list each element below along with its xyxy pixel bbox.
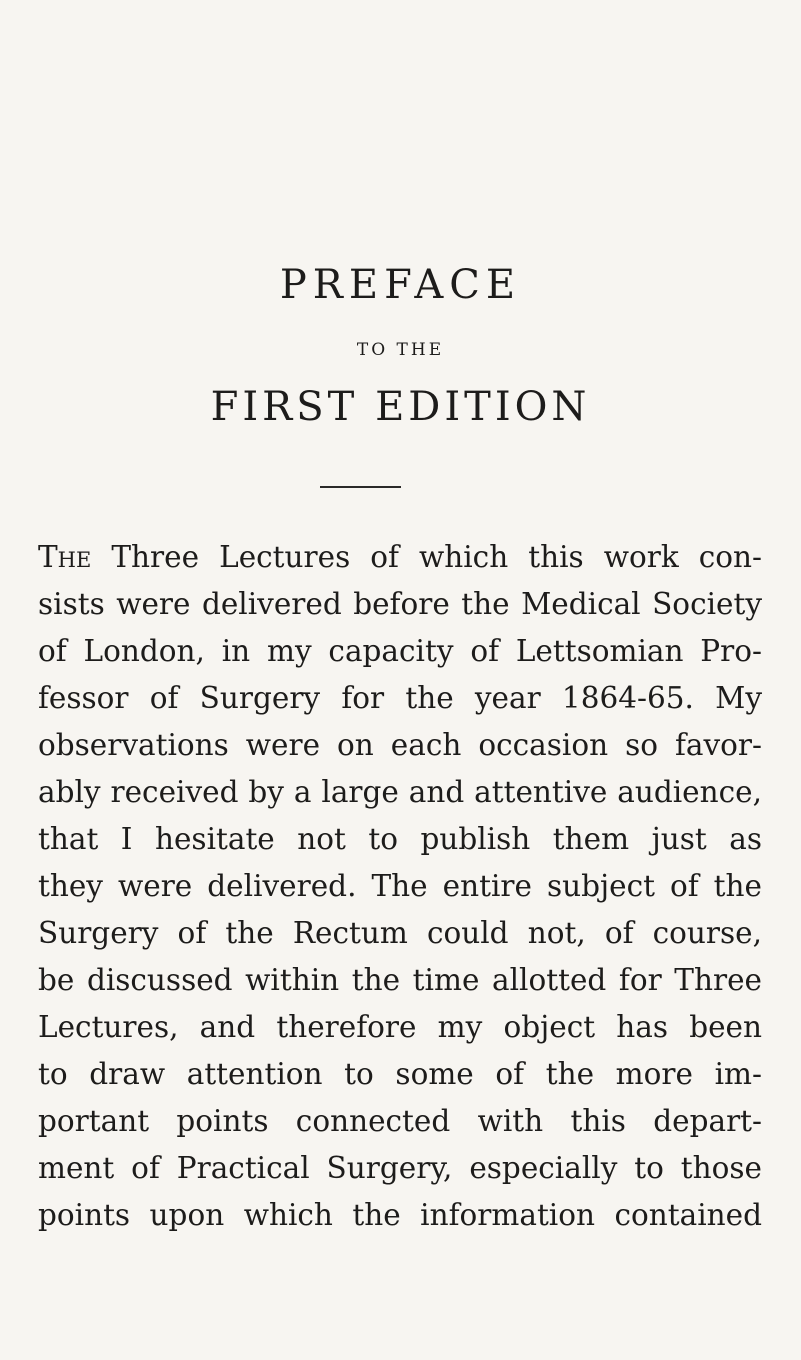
title-connector: TO THE: [356, 340, 445, 360]
text-line: points upon which the information contained: [38, 1198, 762, 1232]
text-line: observations were on each occasion so favor-: [38, 728, 762, 762]
text-line: portant points connected with this depart-: [38, 1104, 762, 1138]
text-line-content: Three Lectures of which this work con-: [111, 540, 762, 574]
text-line: be discussed within the time allotted for Three: [38, 963, 762, 997]
text-line: of London, in my capacity of Lettsomian Pro-: [38, 634, 762, 668]
text-line: to draw attention to some of the more im-: [38, 1057, 762, 1091]
text-line: ment of Practical Surgery, especially to those: [38, 1151, 762, 1185]
divider-rule: [320, 486, 401, 488]
text-line: they were delivered. The entire subject of the: [38, 869, 762, 903]
page-subtitle: FIRST EDITION: [210, 384, 591, 430]
page-title: PREFACE: [279, 262, 522, 308]
body-paragraph: [38, 534, 762, 1239]
text-line: fessor of Surgery for the year 1864-65. My: [38, 681, 762, 715]
text-line: Lectures, and therefore my object has been: [38, 1010, 762, 1044]
text-line: ably received by a large and attentive audience,: [38, 775, 762, 809]
drop-word: The: [38, 540, 92, 574]
text-line: Surgery of the Rectum could not, of course,: [38, 916, 762, 950]
text-line: [38, 534, 762, 581]
text-line: that I hesitate not to publish them just as: [38, 822, 762, 856]
text-line: sists were delivered before the Medical Society: [38, 587, 762, 621]
